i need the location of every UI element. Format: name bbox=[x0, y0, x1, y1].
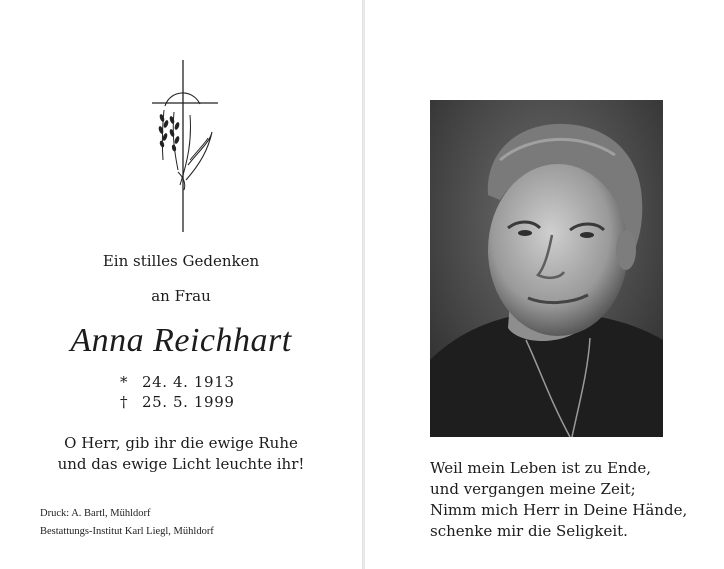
deceased-name: Anna Reichhart bbox=[70, 322, 292, 359]
birth-symbol: * bbox=[120, 373, 128, 391]
death-symbol: † bbox=[120, 393, 128, 411]
prayer-line-1: O Herr, gib ihr die ewige Ruhe bbox=[64, 434, 298, 452]
verse-line-2: und vergangen meine Zeit; bbox=[430, 480, 636, 498]
prayer-line-2: und das ewige Licht leuchte ihr! bbox=[57, 455, 305, 473]
portrait-photo bbox=[430, 100, 663, 437]
verse-line-1: Weil mein Leben ist zu Ende, bbox=[430, 459, 651, 477]
cross-with-wheat-icon bbox=[150, 60, 222, 232]
birth-date: 24. 4. 1913 bbox=[142, 373, 235, 391]
funeral-home-credit: Bestattungs-Institut Karl Liegl, Mühldorf bbox=[40, 526, 214, 537]
printer-credit: Druck: A. Bartl, Mühldorf bbox=[40, 508, 151, 519]
death-row bbox=[120, 393, 300, 413]
verse-line-3: Nimm mich Herr in Deine Hände, bbox=[430, 501, 688, 519]
memorial-verse bbox=[430, 458, 690, 542]
birth-row bbox=[120, 373, 300, 393]
verse-line-4: schenke mir die Seligkeit. bbox=[430, 522, 628, 540]
death-date: 25. 5. 1999 bbox=[142, 393, 235, 411]
memorial-heading: Ein stilles Gedenken bbox=[102, 252, 260, 270]
life-dates bbox=[120, 373, 300, 413]
salutation: an Frau bbox=[151, 287, 211, 305]
